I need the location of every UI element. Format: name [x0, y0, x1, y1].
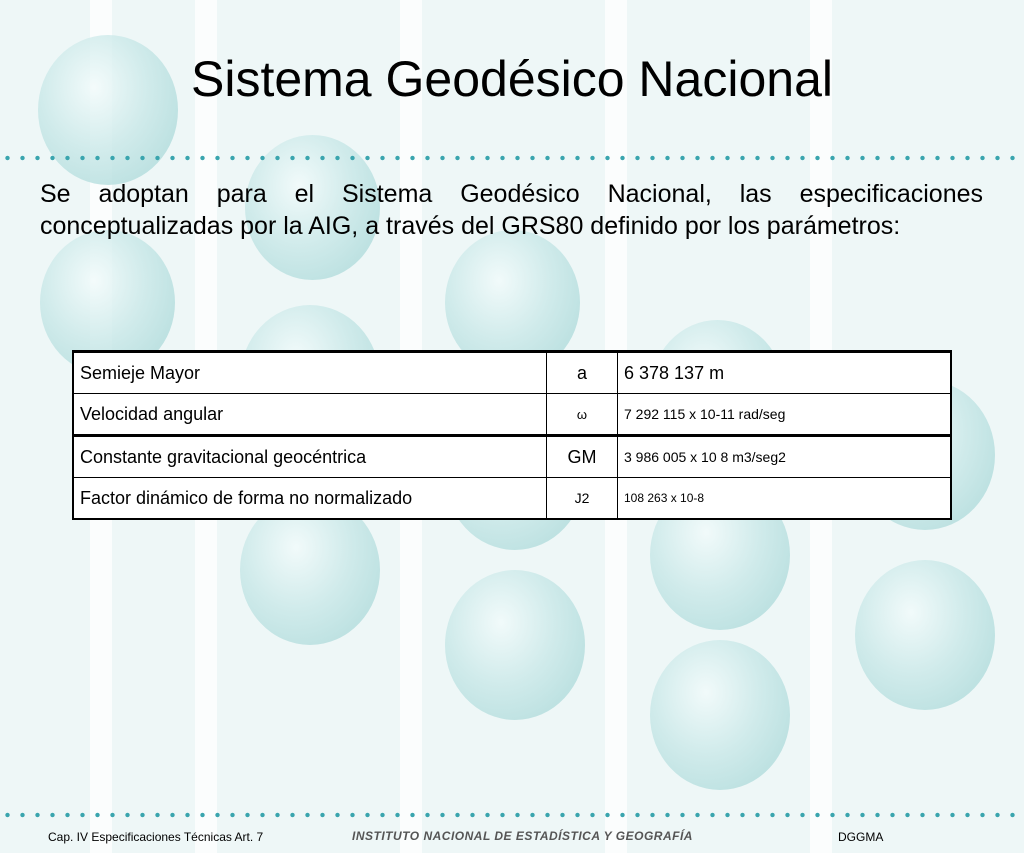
param-symbol: ω: [547, 394, 618, 436]
background-bubble: [445, 570, 585, 720]
table-row: [73, 394, 951, 436]
footer-chapter: Cap. IV Especificaciones Técnicas Art. 7: [48, 830, 264, 844]
table-row: [73, 436, 951, 478]
param-name: Constante gravitacional geocéntrica: [73, 436, 547, 478]
intro-paragraph: Se adoptan para el Sistema Geodésico Nacional, las especificaciones conceptualizadas por la AIG, a través del GRS80 definido por los parámetros:: [40, 180, 983, 240]
param-value: 7 292 115 x 10-11 rad/seg: [618, 394, 952, 436]
param-value: 3 986 005 x 10 8 m3/seg2: [618, 436, 952, 478]
param-value: 108 263 x 10-8: [618, 478, 952, 520]
table-row: [73, 352, 951, 394]
slide-title: Sistema Geodésico Nacional: [191, 51, 833, 107]
param-name: Semieje Mayor: [73, 352, 547, 394]
param-name: Velocidad angular: [73, 394, 547, 436]
table-row: [73, 478, 951, 520]
footer-institute: INSTITUTO NACIONAL DE ESTADÍSTICA Y GEOGRAFÍA: [352, 829, 693, 843]
param-symbol: a: [547, 352, 618, 394]
background-bubble: [855, 560, 995, 710]
param-symbol: J2: [547, 478, 618, 520]
background-bubble: [650, 640, 790, 790]
dotted-divider-bottom: [0, 812, 1024, 818]
param-name: Factor dinámico de forma no normalizado: [73, 478, 547, 520]
param-value: 6 378 137 m: [618, 352, 952, 394]
param-symbol: GM: [547, 436, 618, 478]
footer-department: DGGMA: [838, 830, 884, 844]
dotted-divider-top: [0, 155, 1024, 161]
parameters-table: [72, 350, 952, 520]
